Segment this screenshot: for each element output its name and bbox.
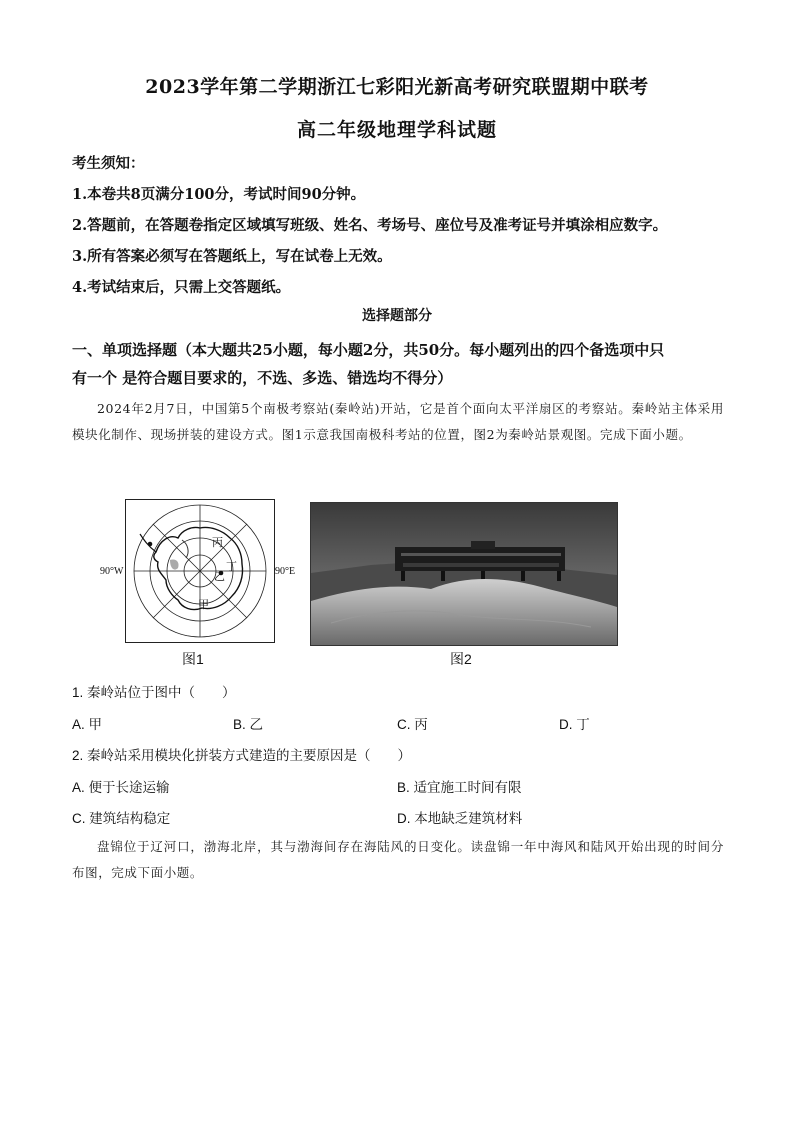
- exam-subtitle: 高二年级地理学科试题: [296, 119, 497, 141]
- exam-title: 2023学年第二学期浙江七彩阳光新高考研究联盟期中联考: [145, 76, 649, 98]
- question-1-option-b[interactable]: B. 乙: [233, 717, 264, 732]
- section-title: 选择题部分: [362, 308, 432, 324]
- notice-item: 4.考试结束后，只需上交答题纸。: [72, 279, 291, 296]
- notice-item: 1.本卷共8页满分100分，考试时间90分钟。: [72, 186, 366, 203]
- antarctica-map-graphic: [126, 500, 274, 642]
- antarctica-map: [125, 499, 275, 643]
- station-label-bing: 丙: [212, 537, 223, 549]
- question-1-option-a[interactable]: A. 甲: [72, 717, 103, 732]
- longitude-label-west: 90°W: [100, 566, 124, 577]
- question-1-option-c[interactable]: C. 丙: [397, 717, 428, 732]
- question-2-option-c[interactable]: C. 建筑结构稳定: [72, 811, 171, 826]
- question-1-option-d[interactable]: D. 丁: [559, 717, 590, 732]
- qinling-station-photo-graphic: [311, 503, 617, 645]
- question-2-option-b[interactable]: B. 适宜施工时间有限: [397, 780, 522, 795]
- notice-item: 3.所有答案必须写在答题纸上，写在试卷上无效。: [72, 248, 392, 265]
- qinling-station-photo: [310, 502, 618, 646]
- part1-heading-line: 一、单项选择题（本大题共25小题，每小题2分，共50分。每小题列出的四个备选项中只: [72, 341, 665, 359]
- question-2-stem: 2. 秦岭站采用模块化拼装方式建造的主要原因是（ ）: [72, 748, 412, 763]
- passage-panjin: 盘锦位于辽河口，渤海北岸，其与渤海间存在海陆风的日变化。读盘锦一年中海风和陆风开始出现的时间分布图，完成下面小题。: [72, 839, 724, 880]
- part1-heading-line: 有一个 是符合题目要求的，不选、多选、错选均不得分）: [72, 369, 453, 387]
- figure2-caption: 图2: [450, 651, 472, 667]
- part1-heading: [72, 336, 732, 392]
- notice-heading: 考生须知：: [72, 155, 145, 172]
- longitude-label-east: 90°E: [275, 566, 296, 577]
- notice-item: 2.答题前，在答题卷指定区域填写班级、姓名、考场号、座位号及准考证号并填涂相应数字。: [72, 217, 668, 234]
- question-2-option-a[interactable]: A. 便于长途运输: [72, 780, 170, 795]
- question-1-stem: 1. 秦岭站位于图中（ ）: [72, 685, 236, 700]
- question-2-option-d[interactable]: D. 本地缺乏建筑材料: [397, 811, 523, 826]
- station-label-ding: 丁: [226, 561, 237, 573]
- station-label-jia: 甲: [198, 599, 209, 611]
- station-label-yi: 乙: [214, 571, 225, 583]
- passage-qinling: 2024年2月7日，中国第5个南极考察站(秦岭站)开站，它是首个面向太平洋扇区的考察站。秦岭站主体采用模块化制作、现场拼装的建设方式。图1示意我国南极科考站的位置，图2为秦岭站景观图。完成下面小题。: [72, 401, 724, 442]
- figure1-caption: 图1: [182, 651, 204, 667]
